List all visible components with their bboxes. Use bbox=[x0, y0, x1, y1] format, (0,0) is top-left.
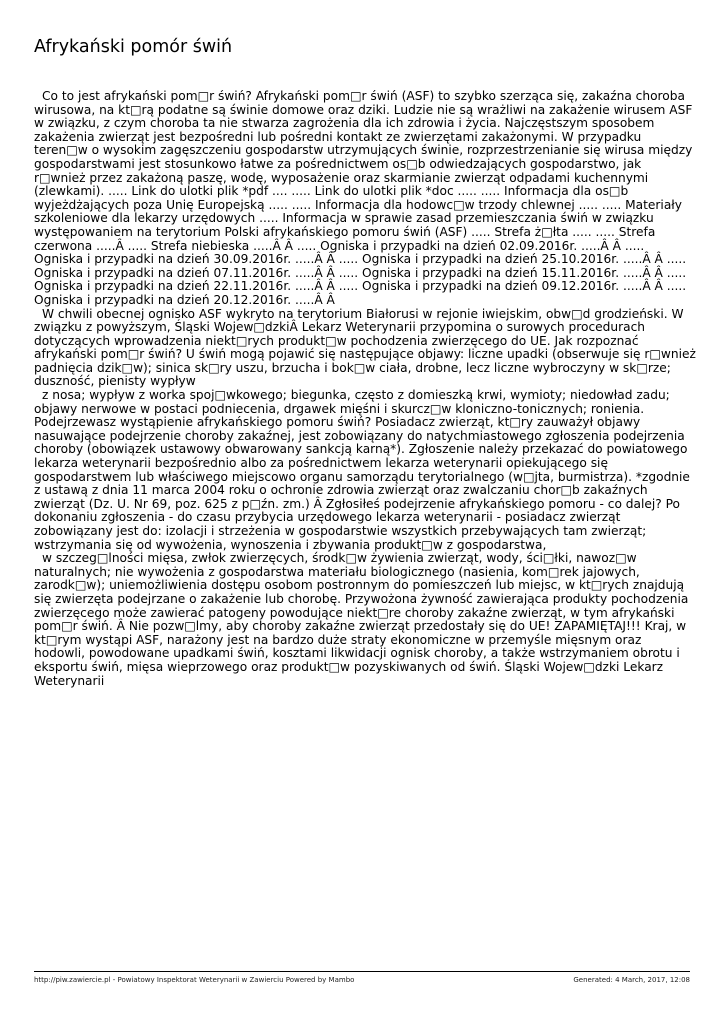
page-footer bbox=[34, 975, 690, 987]
page-title: Afrykański pomór świń bbox=[34, 37, 233, 57]
footer-generated: Generated: 4 March, 2017, 12:08 bbox=[573, 976, 690, 984]
paragraph-obligations: w szczeg□lności mięsa, zwłok zwierzęcych, środk□w żywienia zwierząt, wody, ści□łki, nawoz□w naturalnych; nie wywożenia z gospodarstwa materiału biologicznego (nasienia, kom□rek jajowych, zarodk□w); uniemożliwienia dostępu osobom postronnym do pomieszczeń lub miejsc, w kt□rych znajdują się zwierzęta podejrzane o zakażenie lub chorobę. Przywożona żywność zawierająca produkty pochodzenia zwierzęcego może zawierać patogeny powodujące niekt□re choroby zakaźne zwierząt, w tym afrykański pom□r świń. Â Nie pozw□lmy, aby choroby zakaźne zwierząt przedostały się do UE! ZAPAMIĘTAJ!!! Kraj, w kt□rym wystąpi ASF, narażony jest na bardzo duże straty ekonomiczne w przemyśle mięsnym oraz hodowli, powodowane upadkami świń, kosztami likwidacji ognisk choroby, a także wstrzymaniem obrotu i eksportu świń, mięsa wieprzowego oraz produkt□w pozyskiwanych od świń. Śląski Wojew□dzki Lekarz Weterynarii bbox=[34, 551, 689, 688]
paragraph-intro: Co to jest afrykański pom□r świń? Afrykański pom□r świń (ASF) to szybko szerząca się, zakaźna choroba wirusowa, na kt□rą podatne są świnie domowe oraz dziki. Ludzie nie są wrażliwi na zakażenie wirusem ASF w związku, z czym choroba ta nie stwarza zagrożenia dla ich zdrowia i życia. Najczęstszym sposobem zakażenia zwierząt jest bezpośredni lub pośredni kontakt ze zwierzętami zakażonymi. W przypadku teren□w o wysokim zagęszczeniu gospodarstw utrzymujących świnie, rozprzestrzenianie się wirusa między gospodarstwami jest stosunkowo łatwe za pośrednictwem os□b odwiedzających gospodarstwo, jak r□wnież przez zakażoną paszę, wodę, wyposażenie oraz skarmianie zwierząt odpadami kuchennymi (zlewkami). ..... Link do ulotki plik *pdf .... ..... Link do ulotki plik *doc ..... ..... Informacja dla os□b wyjeżdżających poza Unię Europejską ..... ..... Informacja dla hodowc□w trzody chlewnej ..... ..... Materiały szkoleniowe dla lekarzy urzędowych ..... Informacja w sprawie zasad przemieszczania świń w związku występowaniem na terytorium Polski afrykańskiego pomoru świń (ASF) ..... Strefa ż□łta ..... ..... Strefa czerwona .....Â ..... Strefa niebieska .....Â Â ..... Ogniska i przypadki na dzień 02.09.2016r. .....Â Â ..... Ogniska i przypadki na dzień 30.09.2016r. .....Â Â ..... Ogniska i przypadki na dzień 25.10.2016r. .....Â Â ..... Ogniska i przypadki na dzień 07.11.2016r. .....Â Â ..... Ogniska i przypadki na dzień 15.11.2016r. .....Â Â ..... Ogniska i przypadki na dzień 22.11.2016r. .....Â Â ..... Ogniska i przypadki na dzień 09.12.2016r. .....Â Â ..... Ogniska i przypadki na dzień 20.12.2016r. .....Â Â bbox=[34, 90, 693, 307]
article-body bbox=[34, 90, 696, 688]
footer-divider bbox=[34, 971, 690, 972]
paragraph-outbreak: W chwili obecnej ognisko ASF wykryto na terytorium Białorusi w rejonie iwiejskim, obw□d grodzieński. W związku z powyższym, Śląski Wojew□dzkiÂ Lekarz Weterynarii przypomina o surowych procedurach dotyczących wprowadzenia niekt□rych produkt□w pochodzenia zwierzęcego do UE. Jak rozpoznać afrykański pom□r świń? U świń mogą pojawić się następujące objawy: liczne upadki (obserwuje się r□wnież padnięcia dzik□w); sinica sk□ry uszu, brzucha i bok□w ciała, drobne, lecz liczne wybroczyny w sk□rze; duszność, pienisty wypływ bbox=[34, 306, 696, 389]
footer-source: http://piw.zawiercie.pl - Powiatowy Inspektorat Weterynarii w Zawierciu Powered by Mambo bbox=[34, 976, 355, 984]
paragraph-symptoms: z nosa; wypływ z worka spoj□wkowego; biegunka, często z domieszką krwi, wymioty; niedowład zadu; objawy nerwowe w postaci podniecenia, drgawek mięśni i skurcz□w kloniczno-tonicznych; ronienia. Podejrzewasz wystąpienie afrykańskiego pomoru świń? Posiadacz zwierząt, kt□ry zauważył objawy nasuwające podejrzenie choroby zakaźnej, jest zobowiązany do natychmiastowego zgłoszenia podejrzenia choroby (obowiązek ustawowy obwarowany sankcją karną*). Zgłoszenie należy przekazać do powiatowego lekarza weterynarii bezpośrednio albo za pośrednictwem lekarza weterynarii opiekującego się gospodarstwem lub właściwego miejscowo organu samorządu terytorialnego (w□jta, burmistrza). *zgodnie z ustawą z dnia 11 marca 2004 roku o ochronie zdrowia zwierząt oraz zwalczaniu chor□b zakaźnych zwierząt (Dz. U. Nr 69, poz. 625 z p□źn. zm.) Â Zgłosiłeś podejrzenie afrykańskiego pomoru - co dalej? Po dokonaniu zgłoszenia - do czasu przybycia urzędowego lekarza weterynarii - posiadacz zwierząt zobowiązany jest do: izolacji i strzeżenia w gospodarstwie wszystkich przebywających tam zwierząt; wstrzymania się od wywożenia, wynoszenia i zbywania produkt□w z gospodarstwa, bbox=[34, 388, 690, 552]
